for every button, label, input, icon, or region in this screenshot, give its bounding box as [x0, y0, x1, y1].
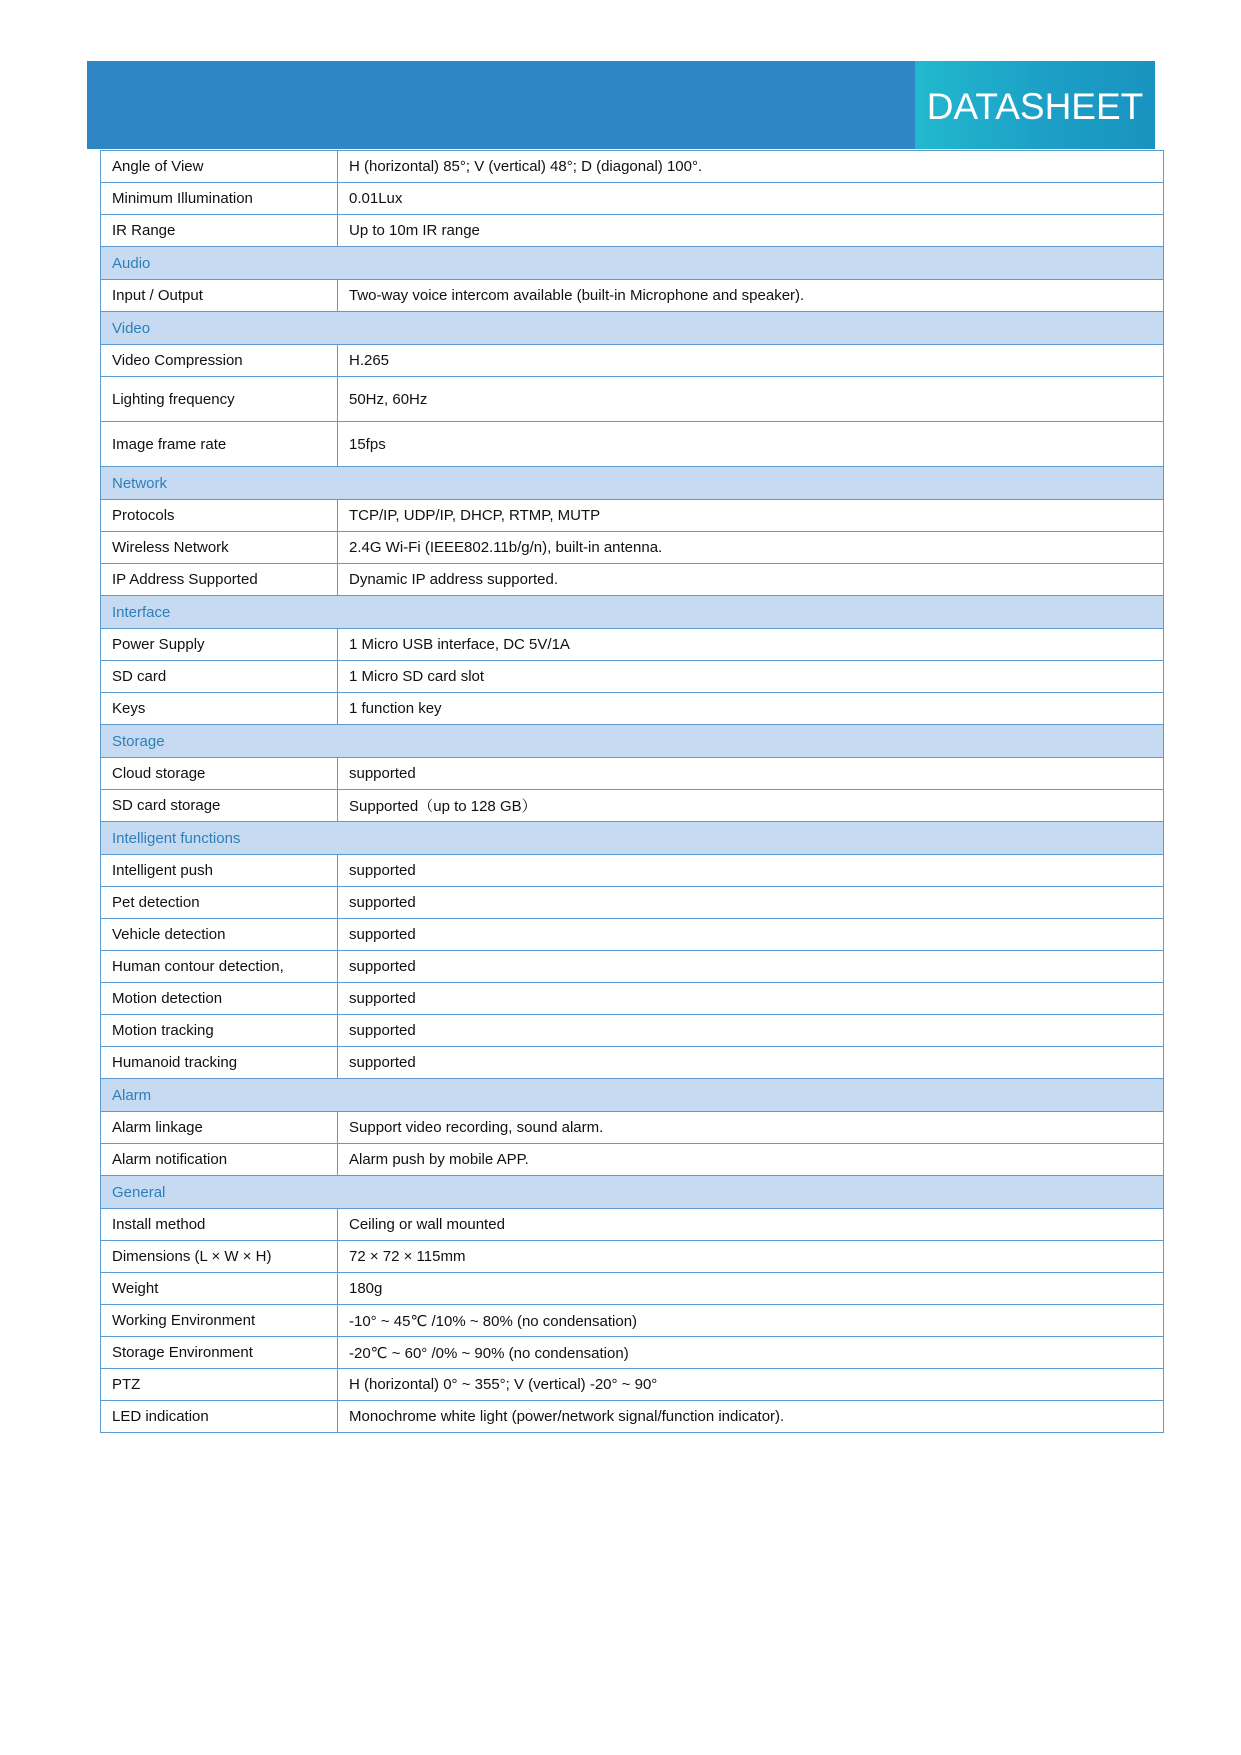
section-title: General	[101, 1176, 1164, 1209]
spec-value: 1 function key	[338, 693, 1164, 725]
section-title: Intelligent functions	[101, 822, 1164, 855]
spec-table-body	[101, 151, 1164, 1433]
section-title: Video	[101, 312, 1164, 345]
spec-row	[101, 532, 1164, 564]
spec-row	[101, 345, 1164, 377]
spec-row	[101, 215, 1164, 247]
spec-row	[101, 951, 1164, 983]
section-header-row	[101, 312, 1164, 345]
section-header-row	[101, 725, 1164, 758]
spec-label: Intelligent push	[101, 855, 338, 887]
spec-value: 2.4G Wi-Fi (IEEE802.11b/g/n), built-in antenna.	[338, 532, 1164, 564]
spec-label: SD card	[101, 661, 338, 693]
spec-label: Protocols	[101, 500, 338, 532]
section-header-row	[101, 1079, 1164, 1112]
spec-label: Storage Environment	[101, 1337, 338, 1369]
spec-row	[101, 983, 1164, 1015]
spec-label: Lighting frequency	[101, 377, 338, 422]
spec-label: Wireless Network	[101, 532, 338, 564]
spec-label: Image frame rate	[101, 422, 338, 467]
section-title: Alarm	[101, 1079, 1164, 1112]
spec-row	[101, 855, 1164, 887]
spec-value: 0.01Lux	[338, 183, 1164, 215]
spec-value: 15fps	[338, 422, 1164, 467]
spec-row	[101, 1241, 1164, 1273]
spec-label: Dimensions (L × W × H)	[101, 1241, 338, 1273]
spec-value: H (horizontal) 0° ~ 355°; V (vertical) -20° ~ 90°	[338, 1369, 1164, 1401]
spec-label: IR Range	[101, 215, 338, 247]
spec-row	[101, 1112, 1164, 1144]
section-header-row	[101, 247, 1164, 280]
spec-row	[101, 1209, 1164, 1241]
spec-label: Pet detection	[101, 887, 338, 919]
section-header-row	[101, 1176, 1164, 1209]
spec-row	[101, 183, 1164, 215]
spec-label: Alarm linkage	[101, 1112, 338, 1144]
spec-label: Humanoid tracking	[101, 1047, 338, 1079]
spec-value: H (horizontal) 85°; V (vertical) 48°; D (diagonal) 100°.	[338, 151, 1164, 183]
spec-value: 1 Micro SD card slot	[338, 661, 1164, 693]
spec-value: supported	[338, 1015, 1164, 1047]
spec-value: Support video recording, sound alarm.	[338, 1112, 1164, 1144]
spec-row	[101, 564, 1164, 596]
spec-row	[101, 377, 1164, 422]
spec-label: Weight	[101, 1273, 338, 1305]
spec-value: Supported（up to 128 GB）	[338, 790, 1164, 822]
spec-value: Dynamic IP address supported.	[338, 564, 1164, 596]
spec-value: supported	[338, 951, 1164, 983]
spec-label: Working Environment	[101, 1305, 338, 1337]
spec-value: -10° ~ 45℃ /10% ~ 80% (no condensation)	[338, 1305, 1164, 1337]
spec-value: supported	[338, 887, 1164, 919]
section-title: Interface	[101, 596, 1164, 629]
spec-label: Angle of View	[101, 151, 338, 183]
spec-value: supported	[338, 919, 1164, 951]
spec-row	[101, 919, 1164, 951]
spec-value: Alarm push by mobile APP.	[338, 1144, 1164, 1176]
spec-label: IP Address Supported	[101, 564, 338, 596]
spec-value: supported	[338, 983, 1164, 1015]
spec-label: Vehicle detection	[101, 919, 338, 951]
spec-label: Keys	[101, 693, 338, 725]
spec-row	[101, 1047, 1164, 1079]
spec-label: PTZ	[101, 1369, 338, 1401]
spec-value: H.265	[338, 345, 1164, 377]
spec-value: 50Hz, 60Hz	[338, 377, 1164, 422]
spec-row	[101, 1273, 1164, 1305]
section-header-row	[101, 596, 1164, 629]
spec-row	[101, 629, 1164, 661]
spec-value: 1 Micro USB interface, DC 5V/1A	[338, 629, 1164, 661]
spec-label: Motion tracking	[101, 1015, 338, 1047]
section-header-row	[101, 467, 1164, 500]
spec-row	[101, 422, 1164, 467]
spec-row	[101, 151, 1164, 183]
spec-value: Two-way voice intercom available (built-in Microphone and speaker).	[338, 280, 1164, 312]
spec-row	[101, 1337, 1164, 1369]
spec-value: 180g	[338, 1273, 1164, 1305]
datasheet-title: DATASHEET	[915, 61, 1155, 149]
spec-label: Cloud storage	[101, 758, 338, 790]
spec-label: Install method	[101, 1209, 338, 1241]
spec-row	[101, 1401, 1164, 1433]
spec-label: Minimum Illumination	[101, 183, 338, 215]
spec-row	[101, 1144, 1164, 1176]
spec-value: TCP/IP, UDP/IP, DHCP, RTMP, MUTP	[338, 500, 1164, 532]
spec-row	[101, 1305, 1164, 1337]
spec-label: Human contour detection,	[101, 951, 338, 983]
spec-row	[101, 661, 1164, 693]
spec-label: Input / Output	[101, 280, 338, 312]
spec-label: Video Compression	[101, 345, 338, 377]
spec-label: Alarm notification	[101, 1144, 338, 1176]
spec-value: supported	[338, 855, 1164, 887]
spec-row	[101, 1369, 1164, 1401]
spec-value: Ceiling or wall mounted	[338, 1209, 1164, 1241]
spec-row	[101, 693, 1164, 725]
section-header-row	[101, 822, 1164, 855]
spec-value: 72 × 72 × 115mm	[338, 1241, 1164, 1273]
spec-row	[101, 280, 1164, 312]
spec-row	[101, 790, 1164, 822]
spec-label: SD card storage	[101, 790, 338, 822]
spec-value: supported	[338, 758, 1164, 790]
section-title: Network	[101, 467, 1164, 500]
spec-row	[101, 1015, 1164, 1047]
section-title: Audio	[101, 247, 1164, 280]
spec-row	[101, 887, 1164, 919]
spec-row	[101, 758, 1164, 790]
spec-row	[101, 500, 1164, 532]
section-title: Storage	[101, 725, 1164, 758]
spec-value: -20℃ ~ 60° /0% ~ 90% (no condensation)	[338, 1337, 1164, 1369]
spec-label: Motion detection	[101, 983, 338, 1015]
spec-label: Power Supply	[101, 629, 338, 661]
spec-value: Up to 10m IR range	[338, 215, 1164, 247]
spec-value: supported	[338, 1047, 1164, 1079]
spec-table	[100, 150, 1164, 1433]
spec-value: Monochrome white light (power/network signal/function indicator).	[338, 1401, 1164, 1433]
spec-label: LED indication	[101, 1401, 338, 1433]
